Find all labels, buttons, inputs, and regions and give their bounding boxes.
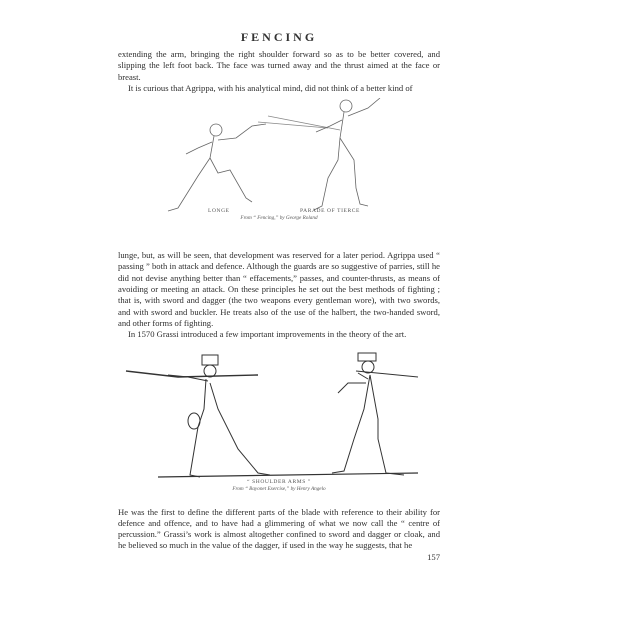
label-parade-of-tierce: PARADE OF TIERCE <box>299 208 360 215</box>
bayonet-illustration <box>118 349 440 499</box>
label-longe: LONGE <box>208 208 230 215</box>
paragraph: It is curious that Agrippa, with his analytical mind, did not think of a better kind of <box>128 82 413 93</box>
figure1-credit: From “ Fencing,” by George Roland <box>240 215 318 222</box>
fencers-drawing-icon <box>118 98 440 216</box>
figure2-caption: “ SHOULDER ARMS ” <box>247 478 311 485</box>
paragraph: He was the first to define the different parts of the blade with reference to their ability for defence and offence, and to have had a glimmering of what we now call the “ centre of percussion.” Grassi’s work is almost altogether confined to sword and dagger or cloak, and he believed so much in the value of the dagger, if used in the way he suggests, that he <box>118 506 440 551</box>
figure1-labels <box>118 208 440 214</box>
figure2-credit: From “ Bayonet Exercise,” by Henry Angelo <box>232 485 326 492</box>
paragraph: extending the arm, bringing the right shoulder forward so as to be better covered, and slipping the left foot back. The face was turned away and the thrust aimed at the face or breast. <box>118 49 440 82</box>
fencing-illustration-lunge <box>118 98 440 236</box>
book-page <box>118 30 440 562</box>
paragraph: lunge, but, as will be seen, that development was reserved for a later period. Agrippa used “ passing ” both in attack and defence. Although the guards are so suggestive of parries, still he did not devise anything better than “ effacements,” passes, and counter-thrusts, as means of avoiding or meeting an attack. On these principles he set out the best methods of fighting ; that is, with sword and dagger (the two weapons every gentleman wore), with two swords, and with sword and buckler. He treats also of the use of the halbert, the two-handed sword, and other forms of fighting. <box>118 250 440 328</box>
running-head: FENCING <box>240 30 318 44</box>
soldiers-drawing-icon <box>118 349 440 479</box>
page-number: 157 <box>427 551 440 562</box>
paragraph: In 1570 Grassi introduced a few important improvements in the theory of the art. <box>128 329 407 340</box>
